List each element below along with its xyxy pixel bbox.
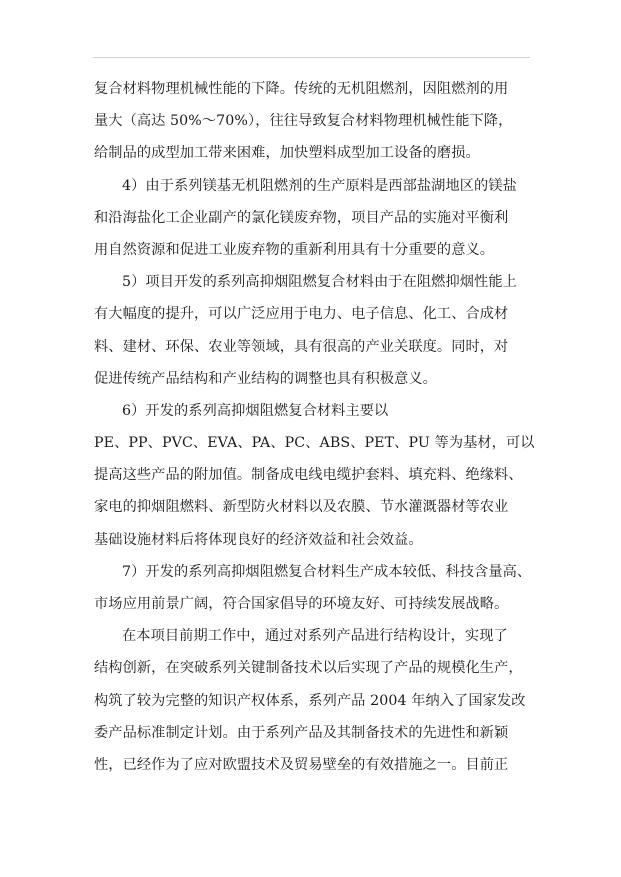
text-line: 性，已经作为了应对欧盟技术及贸易壁垒的有效措施之一。目前正 xyxy=(94,756,509,773)
text-line: 结构创新，在突破系列关键制备技术以后实现了产品的规模化生产， xyxy=(94,660,523,677)
text-line: 有大幅度的提升，可以广泛应用于电力、电子信息、化工、合成材 xyxy=(94,306,509,323)
text-line: 构筑了较为完整的知识产权体系，系列产品 2004 年纳入了国家发改 xyxy=(94,692,526,709)
text-line: 5）项目开发的系列高抑烟阻燃复合材料由于在阻燃抑烟性能上 xyxy=(122,274,517,291)
text-line: 促进传统产品结构和产业结构的调整也具有积极意义。 xyxy=(94,370,437,387)
text-line: 复合材料物理机械性能的下降。传统的无机阻燃剂，因阻燃剂的用 xyxy=(94,81,509,97)
text-line: 4）由于系列镁基无机阻燃剂的生产原料是西部盐湖地区的镁盐 xyxy=(122,177,517,194)
text-line: 给制品的成型加工带来困难，加快塑料成型加工设备的磨损。 xyxy=(94,145,480,162)
text-line: 和沿海盐化工企业副产的氯化镁废弃物，项目产品的实施对平衡利 xyxy=(94,209,509,226)
document-body xyxy=(94,78,534,786)
text-line: 在本项目前期工作中，通过对系列产品进行结构设计，实现了 xyxy=(122,628,508,645)
text-line: 7）开发的系列高抑烟阻燃复合材料生产成本较低、科技含量高、 xyxy=(122,563,532,580)
text-line: 料、建材、环保、农业等领域，具有很高的产业关联度。同时，对 xyxy=(94,338,509,355)
text-line: 市场应用前景广阔，符合国家倡导的环境友好、可持续发展战略。 xyxy=(94,596,509,612)
text-line: 提高这些产品的附加值。制备成电线电缆护套料、填充料、绝缘料、 xyxy=(94,467,523,484)
text-line: 家电的抑烟阻燃料、新型防火材料以及农膜、节水灌溉器材等农业 xyxy=(94,499,509,516)
text-line: PE、PP、PVC、EVA、PA、PC、ABS、PET、PU 等为基材，可以 xyxy=(94,435,535,452)
text-line: 用自然资源和促进工业废弃物的重新利用具有十分重要的意义。 xyxy=(94,241,495,258)
header-rule xyxy=(93,57,530,58)
text-line: 量大（高达 50%～70%），往往导致复合材料物理机械性能下降， xyxy=(94,113,513,130)
text-line: 6）开发的系列高抑烟阻燃复合材料主要以 xyxy=(122,402,389,419)
text-line: 委产品标准制定计划。由于系列产品及其制备技术的先进性和新颖 xyxy=(94,724,509,741)
text-line: 基础设施材料后将体现良好的经济效益和社会效益。 xyxy=(94,531,423,548)
